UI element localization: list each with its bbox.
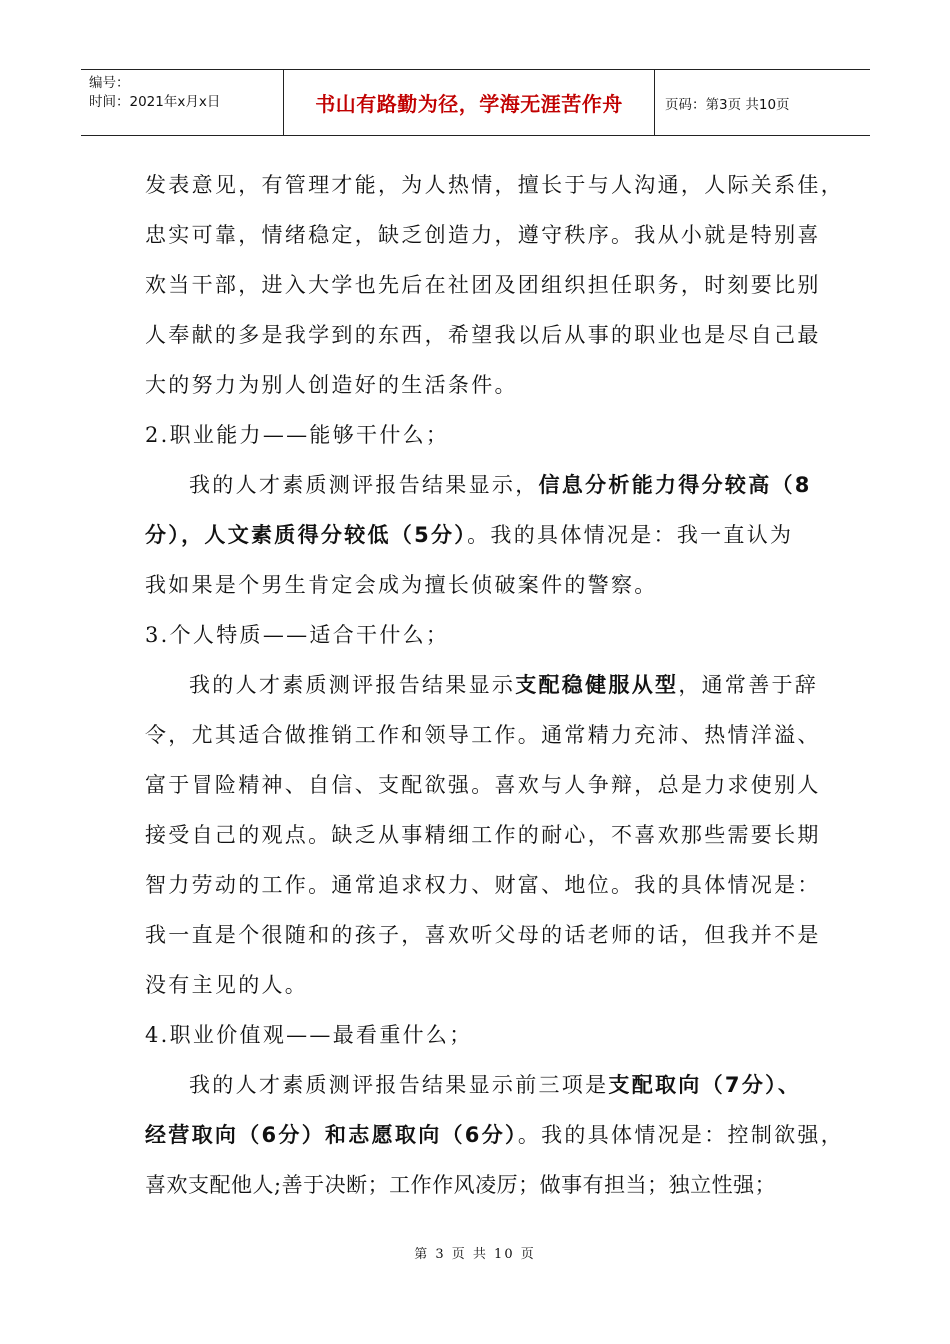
text-line	[145, 660, 819, 710]
text-line	[145, 410, 815, 460]
text-line	[145, 1010, 815, 1060]
text-line	[145, 1110, 845, 1160]
text-run: 2.职业能力——能够干什么；	[145, 423, 450, 447]
bold-text-run: 分），人文素质得分较低（5分）	[145, 523, 468, 547]
bold-text-run: 经营取向（6分）和志愿取向（6分）	[145, 1123, 518, 1147]
text-line	[145, 560, 815, 610]
text-run: 。我的具体情况是：控制欲强，	[517, 1123, 845, 1147]
text-run: 我的人才素质测评报告结果显示前三项是	[189, 1073, 609, 1097]
text-run: 3.个人特质——适合干什么；	[145, 623, 450, 647]
text-run: 发表意见，有管理才能，为人热情，擅长于与人沟通，人际关系佳，	[145, 173, 844, 197]
text-run: 大的努力为别人创造好的生活条件。	[145, 373, 518, 397]
text-line	[145, 1160, 815, 1210]
text-line	[145, 810, 821, 860]
text-line	[145, 360, 815, 410]
text-run: 喜欢支配他人;善于决断；工作作风凌厉；做事有担当；独立性强；	[145, 1173, 777, 1197]
page-header	[81, 69, 870, 136]
header-meta	[81, 70, 284, 135]
text-line	[145, 760, 821, 810]
text-line	[145, 160, 844, 210]
text-line	[145, 610, 815, 660]
text-run: 我的人才素质测评报告结果显示，	[189, 473, 539, 497]
text-line	[145, 260, 821, 310]
page-footer: 第 3 页 共 10 页	[414, 1247, 536, 1262]
text-line	[145, 860, 821, 910]
text-run: 接受自己的观点。缺乏从事精细工作的耐心，不喜欢那些需要长期	[145, 823, 821, 847]
text-line	[145, 910, 821, 960]
text-run: 令，尤其适合做推销工作和领导工作。通常精力充沛、热情洋溢、	[145, 723, 821, 747]
header-page-info: 页码：第3页 共10页	[665, 96, 790, 113]
document-date: 时间：2021年x月x日	[89, 94, 221, 110]
text-run: 没有主见的人。	[145, 973, 309, 997]
document-body	[145, 160, 845, 1210]
bold-text-run: 支配取向（7分）、	[608, 1073, 802, 1097]
text-line	[145, 1060, 815, 1110]
text-run: 我的人才素质测评报告结果显示	[189, 673, 516, 697]
text-run: ，通常善于辞	[678, 673, 819, 697]
text-run: 忠实可靠，情绪稳定，缺乏创造力，遵守秩序。我从小就是特别喜	[145, 223, 821, 247]
text-run: 。我的具体情况是：我一直认为	[467, 523, 794, 547]
document-number-label: 编号：	[89, 75, 130, 91]
text-run: 4.职业价值观——最看重什么；	[145, 1023, 473, 1047]
text-run: 富于冒险精神、自信、支配欲强。喜欢与人争辩，总是力求使别人	[145, 773, 821, 797]
text-line	[145, 710, 821, 760]
text-line	[145, 210, 821, 260]
text-line	[145, 510, 815, 560]
text-line	[145, 960, 815, 1010]
text-line	[145, 310, 821, 360]
text-run: 智力劳动的工作。通常追求权力、财富、地位。我的具体情况是：	[145, 873, 821, 897]
text-line	[145, 460, 815, 510]
bold-text-run: 信息分析能力得分较高（8	[538, 473, 812, 497]
header-motto: 书山有路勤为径，学海无涯苦作舟	[284, 70, 655, 135]
bold-text-run: 支配稳健服从型	[515, 673, 679, 697]
text-run: 人奉献的多是我学到的东西，希望我以后从事的职业也是尽自己最	[145, 323, 821, 347]
text-run: 欢当干部，进入大学也先后在社团及团组织担任职务，时刻要比别	[145, 273, 821, 297]
text-run: 我如果是个男生肯定会成为擅长侦破案件的警察。	[145, 573, 658, 597]
text-run: 我一直是个很随和的孩子，喜欢听父母的话老师的话，但我并不是	[145, 923, 821, 947]
